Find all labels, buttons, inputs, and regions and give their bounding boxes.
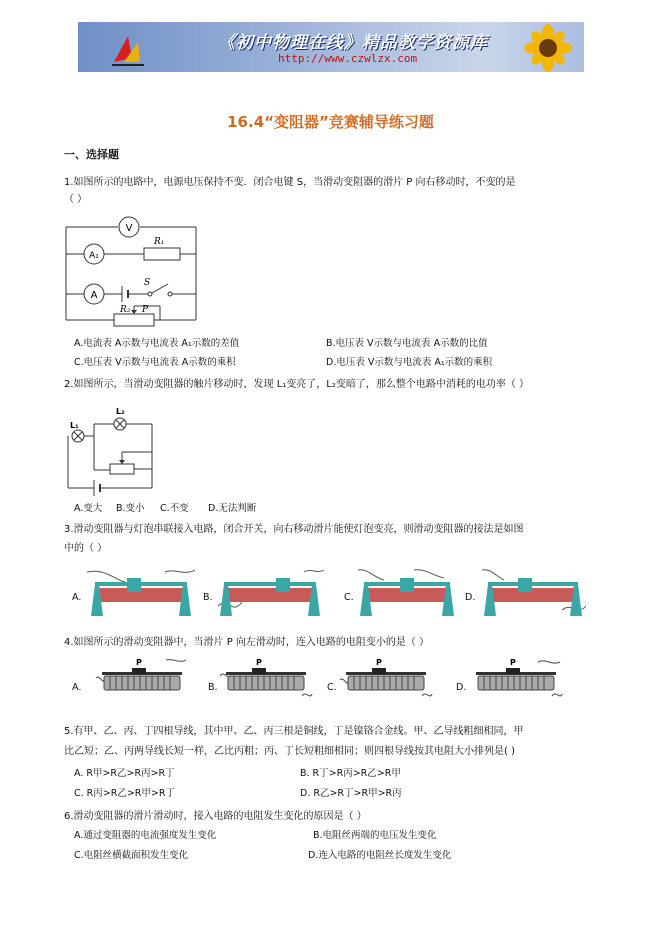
q3-rheostat-d-image [478, 566, 588, 624]
q1-text-line1: 1.如图所示的电路中，电源电压保持不变．闭合电键 S，当滑动变阻器的滑片 P 向右移动时，不变的是 [64, 177, 516, 188]
q1-option-b[interactable]: B.电压表 V示数与电流表 A示数的比值 [326, 338, 488, 349]
q4-text-line1: 4.如图所示的滑动变阻器中，当滑片 P 向左滑动时，连入电路的电阻变小的是（ ） [64, 637, 430, 648]
q3-rheostat-b-image [214, 566, 326, 624]
logo-icon [108, 28, 148, 68]
q6-option-b[interactable]: B.电阻丝两端的电压发生变化 [313, 830, 437, 841]
switch-label: S [144, 278, 151, 288]
lamp-l2-label: L₂ [116, 407, 125, 416]
q3-option-a-label[interactable]: A. [72, 592, 82, 603]
q5-option-c[interactable]: C. R丙>R乙>R甲>R丁 [74, 788, 175, 799]
q4-option-a-label[interactable]: A. [72, 682, 82, 693]
q4-rheostat-b-image [218, 656, 314, 702]
q2-option-b[interactable]: B.变小 [116, 503, 145, 514]
q5-option-d[interactable]: D. R乙>R丁>R甲>R丙 [300, 788, 402, 799]
q6-option-d[interactable]: D.连入电路的电阻丝长度发生变化 [308, 850, 452, 861]
q1-option-a[interactable]: A.电流表 A示数与电流表 A₁示数的差值 [74, 338, 240, 349]
q4-b-slider-label: P [256, 658, 262, 667]
q1-option-c[interactable]: C.电压表 V示数与电流表 A示数的乘积 [74, 357, 236, 368]
q4-option-c-label[interactable]: C. [327, 682, 337, 693]
header-banner [78, 22, 584, 72]
q4-rheostat-d-image [468, 656, 564, 702]
q4-rheostat-c-image [338, 656, 434, 702]
q6-option-c[interactable]: C.电阻丝横截面积发生变化 [74, 850, 189, 861]
q4-option-d-label[interactable]: D. [456, 682, 467, 693]
q4-a-slider-label: P [136, 658, 142, 667]
q5-text-line1: 5.有甲、乙、丙、丁四根导线，其中甲、乙、丙三根是铜线，丁是镍铬合金线。甲、乙导线粗细相同，甲 [64, 726, 524, 737]
slider-p-label: P [142, 305, 149, 315]
q3-text-line2: 中的（ ） [64, 543, 108, 554]
q4-rheostat-a-image [94, 656, 190, 702]
banner-url[interactable]: http://www.czwlzx.com [278, 52, 418, 65]
q4-option-b-label[interactable]: B. [208, 682, 218, 693]
sunflower-icon [518, 24, 578, 72]
q2-circuit-diagram [64, 400, 160, 496]
q4-d-slider-label: P [510, 658, 516, 667]
q1-text-line2: （ ） [64, 194, 88, 205]
r2-label: R₂ [120, 305, 131, 315]
q2-option-d[interactable]: D.无法判断 [208, 503, 257, 514]
ammeter-a1-label: A₁ [89, 251, 99, 261]
q5-text-line2: 比乙短；乙、丙两导线长短一样，乙比丙粗；丙、丁长短粗细相同；则四根导线按其电阻大小排列是( ) [64, 746, 515, 757]
q3-option-b-label[interactable]: B. [203, 592, 213, 603]
q6-option-a[interactable]: A.通过变阻器的电流强度发生变化 [74, 830, 217, 841]
q1-circuit-diagram [64, 214, 204, 330]
q3-rheostat-c-image [354, 566, 460, 624]
q3-rheostat-a-image [85, 566, 197, 624]
q4-c-slider-label: P [376, 658, 382, 667]
banner-title: 《初中物理在线》精品教学资源库 [218, 33, 488, 53]
q5-option-b[interactable]: B. R丁>R丙>R乙>R甲 [300, 768, 401, 779]
q6-text-line1: 6.滑动变阻器的滑片滑动时，接入电路的电阻发生变化的原因是（ ） [64, 811, 367, 822]
document-title: 16.4“变阻器”竞赛辅导练习题 [227, 113, 434, 131]
q3-option-d-label[interactable]: D. [465, 592, 476, 603]
ammeter-a-label: A [90, 290, 98, 301]
section-heading: 一、选择题 [64, 148, 119, 161]
q1-option-d[interactable]: D.电压表 V示数与电流表 A₁示数的乘积 [326, 357, 493, 368]
q2-text-line1: 2.如图所示，当滑动变阻器的触片移动时，发现 L₁变亮了，L₂变暗了，那么整个电路中消耗的电功率（ ） [64, 379, 530, 390]
q3-option-c-label[interactable]: C. [344, 592, 354, 603]
lamp-l1-label: L₁ [70, 421, 79, 430]
q2-option-c[interactable]: C.不变 [160, 503, 189, 514]
voltmeter-label: V [125, 223, 133, 234]
q3-text-line1: 3.滑动变阻器与灯泡串联接入电路，闭合开关，向右移动滑片能使灯泡变亮，则滑动变阻器的接法是如图 [64, 524, 524, 535]
q5-option-a[interactable]: A. R甲>R乙>R丙>R丁 [74, 768, 175, 779]
q2-option-a[interactable]: A.变大 [74, 503, 103, 514]
r1-label: R₁ [154, 237, 165, 247]
